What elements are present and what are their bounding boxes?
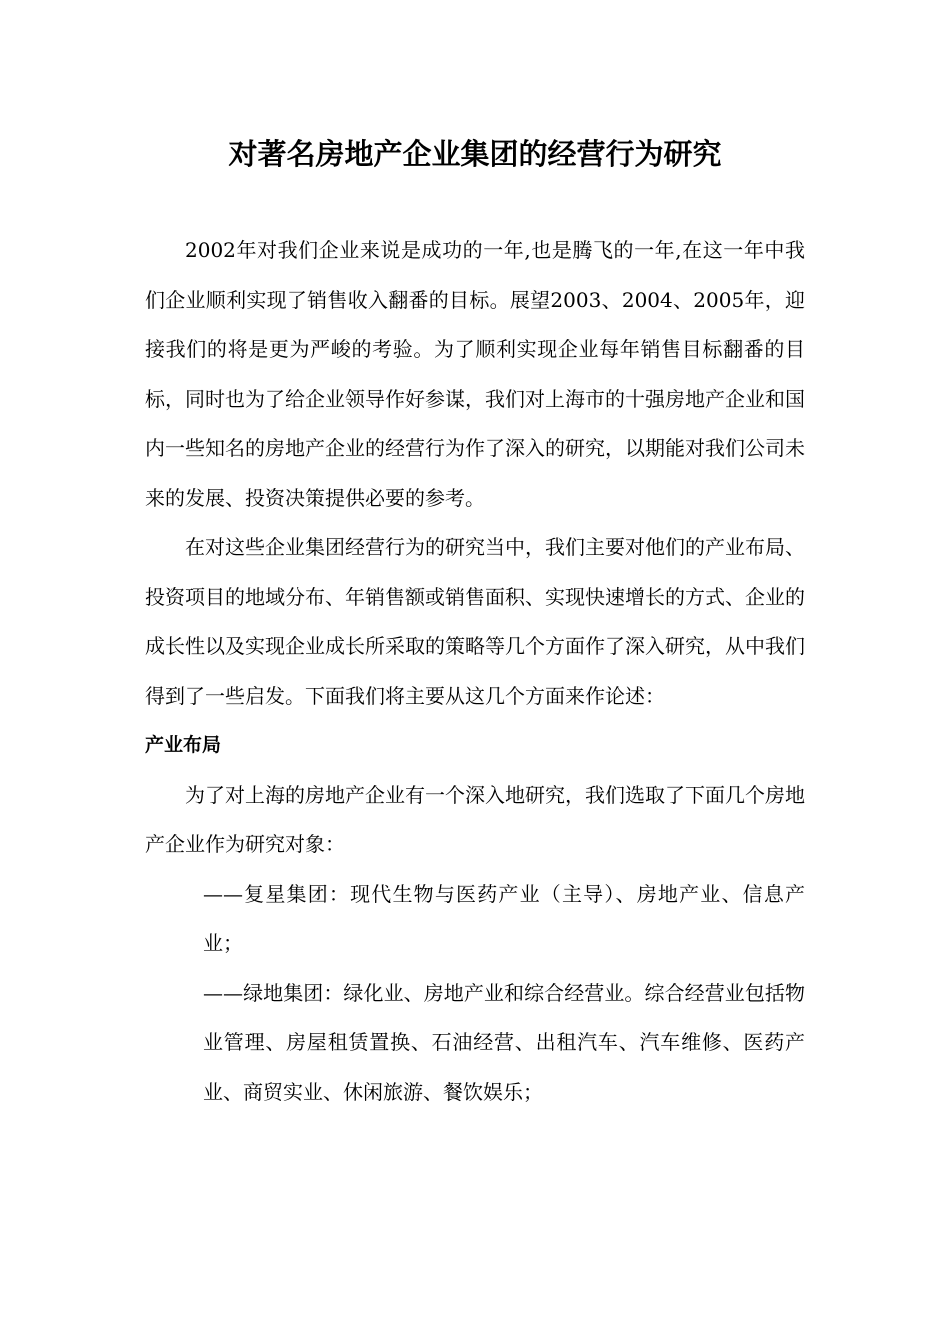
- document-body: [145, 226, 805, 1117]
- document-title: 对著名房地产企业集团的经营行为研究: [228, 137, 722, 171]
- list-item-greenland: ——绿地集团：绿化业、房地产业和综合经营业。综合经营业包括物业管理、房屋租赁置换、石油经营、出租汽车、汽车维修、医药产业、商贸实业、休闲旅游、餐饮娱乐；: [203, 980, 805, 1104]
- list-item-fosun: ——复星集团：现代生物与医药产业（主导）、房地产业、信息产业；: [203, 881, 805, 955]
- research-scope-paragraph: 在对这些企业集团经营行为的研究当中，我们主要对他们的产业布局、投资项目的地域分布、年销售额或销售面积、实现快速增长的方式、企业的成长性以及实现企业成长所采取的策略等几个方面作了深入研究，从中我们得到了一些启发。下面我们将主要从这几个方面来作论述：: [145, 535, 805, 708]
- section-intro-paragraph: 为了对上海的房地产企业有一个深入地研究，我们选取了下面几个房地产企业作为研究对象：: [145, 782, 805, 856]
- intro-paragraph: 2002年对我们企业来说是成功的一年,也是腾飞的一年,在这一年中我们企业顺利实现了销售收入翻番的目标。展望2003、2004、2005年，迎接我们的将是更为严峻的考验。为了顺利实现企业每年销售目标翻番的目标，同时也为了给企业领导作好参谋，我们对上海市的十强房地产企业和国内一些知名的房地产企业的经营行为作了深入的研究，以期能对我们公司未来的发展、投资决策提供必要的参考。: [145, 238, 805, 510]
- section-heading: 产业布局: [145, 734, 222, 756]
